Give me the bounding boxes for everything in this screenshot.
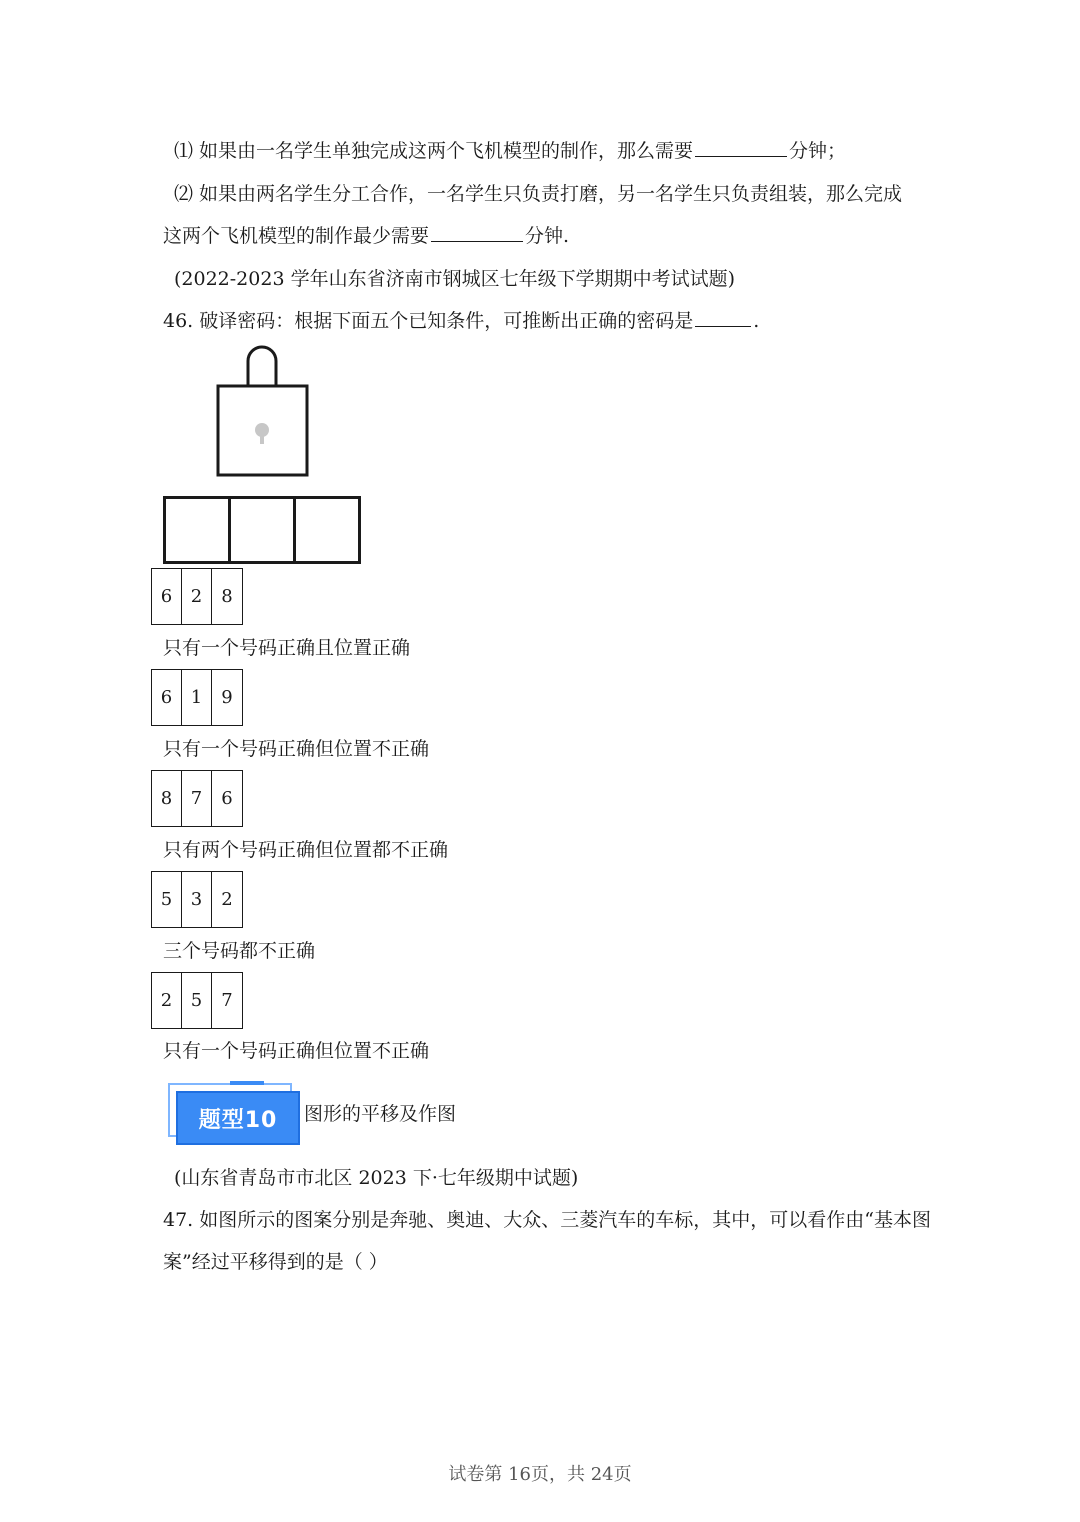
- source-note: (山东省青岛市市北区 2023 下·七年级期中试题): [174, 1167, 579, 1189]
- q47-line1: 47. 如图所示的图案分别是奔驰、奥迪、大众、三菱汽车的车标，其中，可以看作由“基本图: [163, 1209, 931, 1231]
- clue-3-text: 只有两个号码正确但位置都不正确: [163, 839, 449, 861]
- badge-label: 题型10: [176, 1091, 300, 1145]
- clue-digit: 1: [182, 670, 212, 725]
- clue-digit: 8: [152, 771, 182, 826]
- clue-digit: 8: [221, 586, 233, 607]
- section-title: 图形的平移及作图: [304, 1103, 457, 1125]
- clue-digit: 7: [221, 990, 233, 1011]
- clue-digit: 6: [221, 788, 233, 809]
- clue-2-digits: [151, 669, 243, 726]
- password-digit-slot[interactable]: [166, 499, 231, 561]
- password-answer-boxes: [163, 496, 361, 564]
- clue-digit: 5: [182, 973, 212, 1028]
- answer-blank[interactable]: [695, 138, 787, 157]
- clue-digit: 6: [152, 670, 182, 725]
- clue-digit: 2: [152, 973, 182, 1028]
- clue-4-digits: [151, 871, 243, 928]
- clue-5-text: 只有一个号码正确但位置不正确: [163, 1040, 430, 1062]
- clue-digit: 7: [182, 771, 212, 826]
- q47-line2: 案”经过平移得到的是（ ）: [163, 1251, 388, 1273]
- answer-blank[interactable]: [695, 308, 751, 327]
- password-digit-slot[interactable]: [231, 499, 296, 561]
- q45-part2-line1: ⑵ 如果由两名学生分工合作，一名学生只负责打磨，另一名学生只负责组装，那么完成: [174, 183, 903, 205]
- padlock-icon: [212, 343, 314, 481]
- source-note: (2022-2023 学年山东省济南市钢城区七年级下学期期中考试试题): [174, 268, 735, 290]
- clue-digit: 5: [152, 872, 182, 927]
- clue-2-text: 只有一个号码正确但位置不正确: [163, 738, 430, 760]
- clue-digit: 9: [221, 687, 233, 708]
- clue-digit: 6: [152, 569, 182, 624]
- clue-digit: 2: [221, 889, 233, 910]
- clue-1-digits: [151, 568, 243, 625]
- q45-part2-line2: 这两个飞机模型的制作最少需要 分钟.: [163, 225, 570, 247]
- badge-accent: [230, 1081, 264, 1085]
- password-digit-slot[interactable]: [296, 499, 358, 561]
- section-badge: [168, 1083, 300, 1145]
- clue-digit: 3: [182, 872, 212, 927]
- clue-1-text: 只有一个号码正确且位置正确: [163, 637, 411, 659]
- clue-3-digits: [151, 770, 243, 827]
- clue-4-text: 三个号码都不正确: [163, 940, 316, 962]
- clue-5-digits: [151, 972, 243, 1029]
- q46-prompt: 46. 破译密码：根据下面五个已知条件，可推断出正确的密码是 .: [163, 310, 760, 332]
- q45-part1: ⑴ 如果由一名学生单独完成这两个飞机模型的制作，那么需要 分钟；: [174, 140, 847, 162]
- clue-digit: 2: [182, 569, 212, 624]
- page-footer: 试卷第 16页，共 24页: [448, 1464, 632, 1485]
- answer-blank[interactable]: [431, 223, 523, 242]
